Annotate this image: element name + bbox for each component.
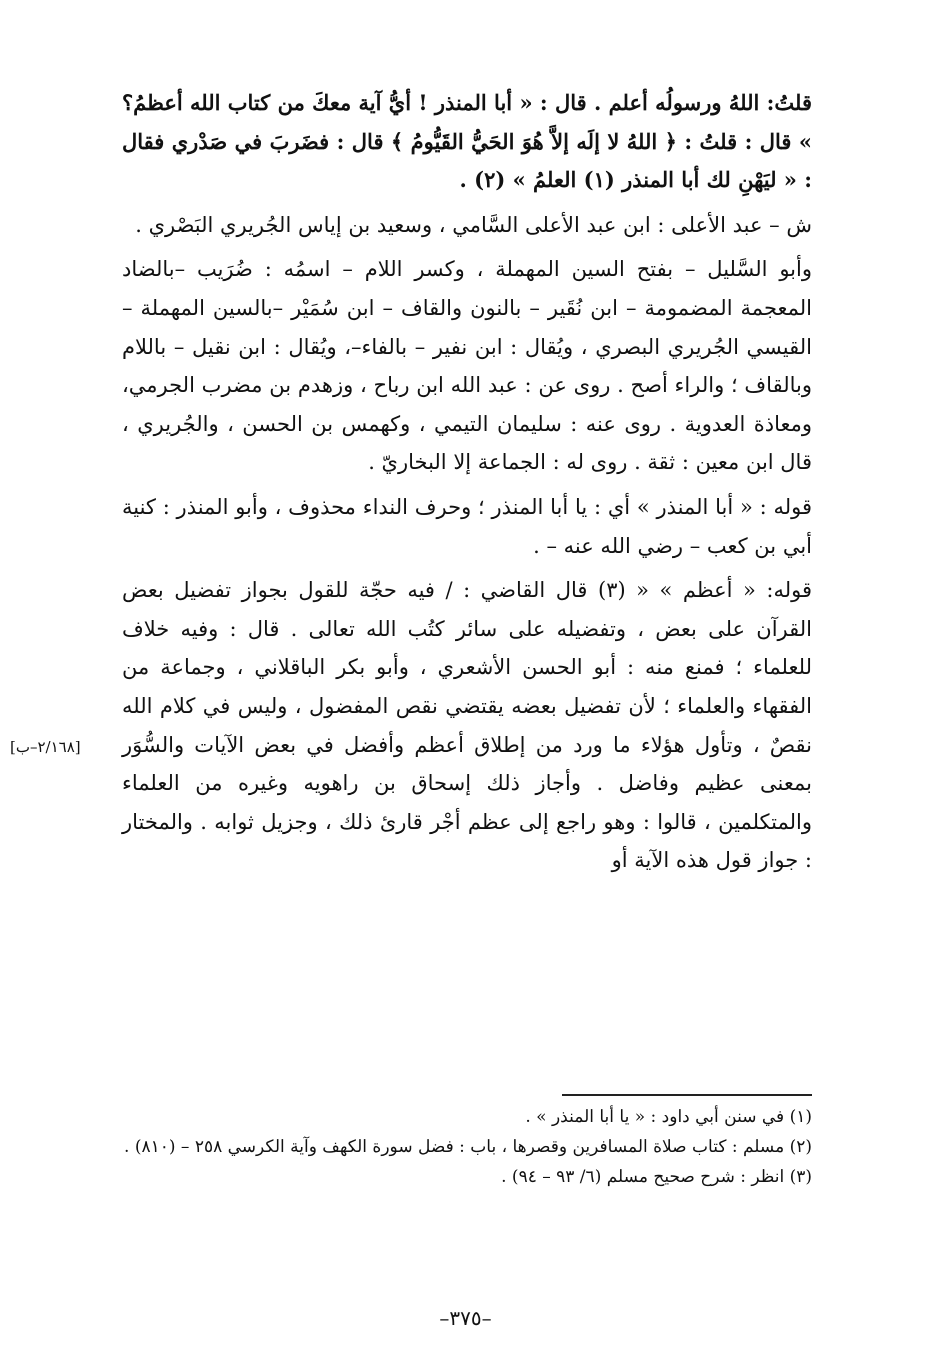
commentary-narrators-paragraph: ش – عبد الأعلى : ابن عبد الأعلى السَّامي ، وسعيد بن إياس الجُريري البَصْري . <box>135 212 812 237</box>
commentary-abu-mundhir-paragraph: قوله : « أبا المنذر » أي : يا أبا المنذر ؛ وحرف النداء محذوف ، وأبو المنذر : كنية أبي بن كعب – رضي الله عنه – . <box>122 494 812 558</box>
footnote-1: (١) في سنن أبي داود : « يا أبا المنذر » . <box>525 1107 812 1127</box>
footnote-3: (٣) انظر : شرح صحيح مسلم (٦/ ٩٣ – ٩٤) . <box>501 1167 812 1187</box>
footnotes <box>122 1102 812 1192</box>
footnote-2: (٢) مسلم : كتاب صلاة المسافرين وقصرها ، باب : فضل سورة الكهف وآية الكرسي ٢٥٨ – (٨١٠) . <box>124 1137 812 1157</box>
main-text-column <box>122 84 812 880</box>
commentary-azam-paragraph: قوله: « أعظم » « (٣) قال القاضي : / فيه حجّة للقول بجواز تفضيل بعض القرآن على بعض ، وتفضيله على سائر كتُب الله تعالى . قال : وفيه خلاف للعلماء ؛ فمنع منه : أبو الحسن الأشعري ، وأبو بكر الباقلاني ، وجماعة من الفقهاء والعلماء ؛ لأن تفضيل بعضه يقتضي نقص المفضول ، وليس في كلام الله نقصٌ ، وتأول هؤلاء ما ورد من إطلاق أعظم وأفضل في بعض الآيات والسُّوَر بمعنى عظيم وفاضل . وأجاز ذلك إسحاق بن راهويه وغيره من العلماء والمتكلمين ، قالوا : وهو راجع إلى عظم أجْر قارئ ذلك ، وجزيل ثوابه . والمختار : جواز قول هذه الآية أو <box>122 578 812 873</box>
hadith-paragraph: قلتُ: اللهُ ورسولُه أعلم . قال : « أبا المنذر ! أيُّ آية معكَ من كتاب الله أعظمُ؟ » قال : قلتُ : ﴿ اللهُ لا إلَه إلاَّ هُوَ الحَيُّ القَيُّومُ ﴾ قال : فضَربَ في صَدْري فقال : « ليَهْنِ لك أبا المنذر (١) العلمُ » (٢) . <box>121 90 812 193</box>
manuscript-folio-reference: [٢/١٦٨–ب] <box>10 738 81 756</box>
page-number: –٣٧٥– <box>439 1306 492 1330</box>
commentary-abu-salil-paragraph: وأبو السَّليل – بفتح السين المهملة ، وكسر اللام – اسمُه : ضُرَيب –بالضاد المعجمة المضمومة – ابن نُقَير – بالنون والقاف – ابن سُمَيْر –بالسين المهملة – القيسي الجُريري البصري ، ويُقال : ابن نفير – بالفاء–، ويُقال : ابن نقيل – باللام وبالقاف ؛ والراء أصح . روى عن : عبد الله ابن رباح ، وزهدم بن مضرب الجرمي، ومعاذة العدوية . روى عنه : سليمان التيمي ، وكهمس بن الحسن ، والجُريري ، قال ابن معين : ثقة . روى له : الجماعة إلا البخاريّ . <box>122 257 812 475</box>
footnote-divider <box>562 1094 812 1096</box>
